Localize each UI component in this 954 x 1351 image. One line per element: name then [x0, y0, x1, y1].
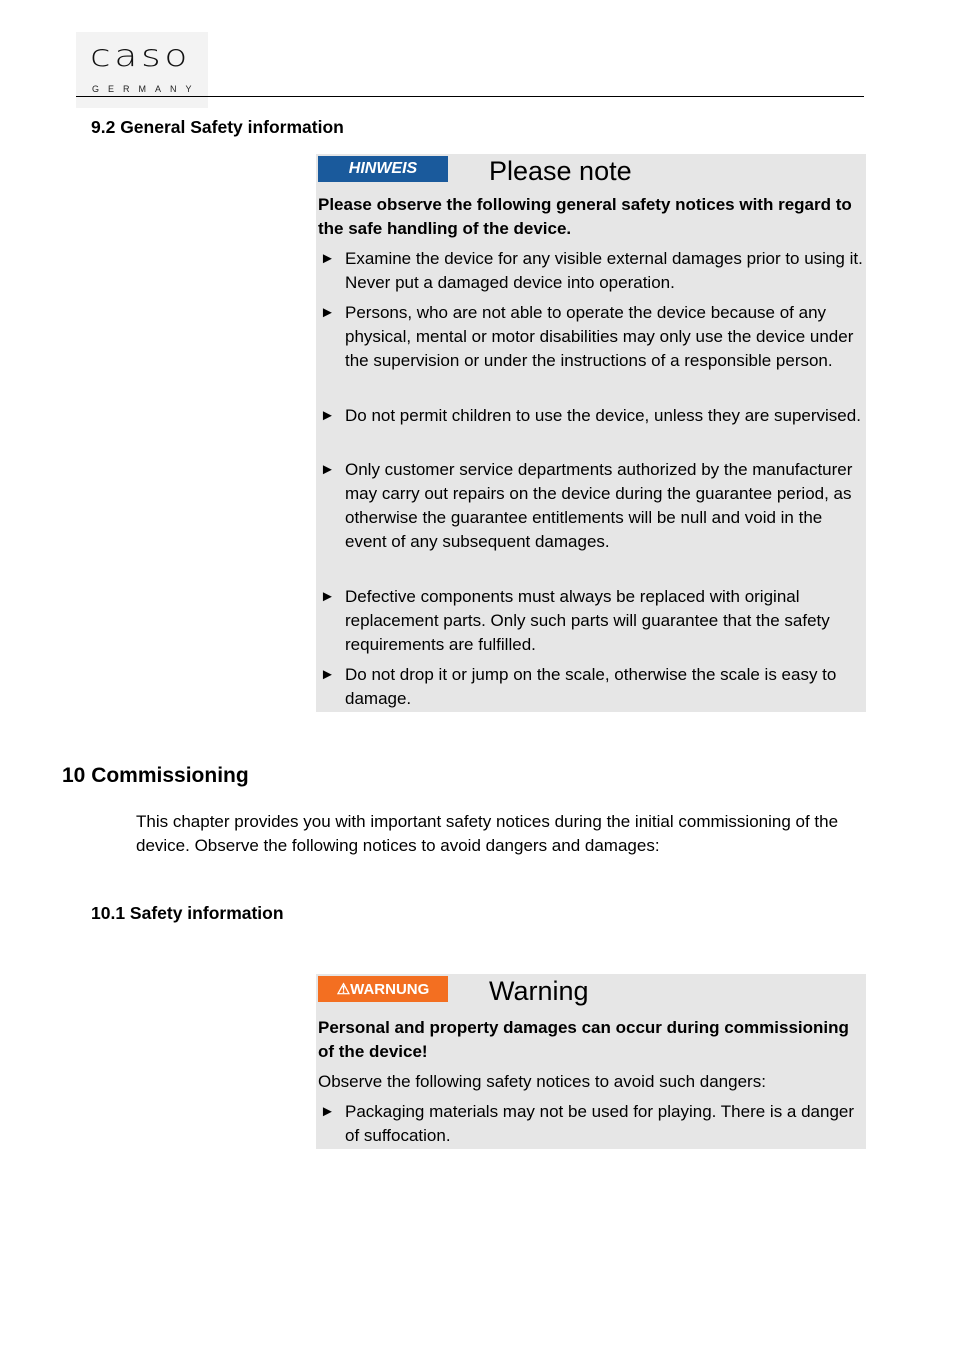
bullet-arrow-icon: ►: [320, 666, 335, 683]
note-bullet: ► Examine the device for any visible external damages prior to using it. Never put a damaged device into operation.: [320, 249, 863, 292]
note-box: [316, 154, 866, 712]
bullet-arrow-icon: ►: [320, 407, 335, 424]
note-bullet: ► Do not permit children to use the device, unless they are supervised.: [318, 404, 863, 428]
section-heading-9-2: 9.2 General Safety information: [91, 117, 344, 137]
note-bullet: ► Defective components must always be replaced with original replacement parts. Only such parts will guarantee that the safety requirements are fulfilled.: [320, 587, 830, 654]
bullet-arrow-icon: ►: [320, 304, 335, 321]
note-bullet: ► Persons, who are not able to operate the device because of any physical, mental or motor disabilities may only use the device under the supervision or under the instructions of a responsible person.: [320, 303, 854, 370]
bullet-arrow-icon: ►: [320, 1103, 335, 1120]
bullet-arrow-icon: ►: [320, 588, 335, 605]
warnung-badge: ⚠ WARNUNG: [318, 976, 448, 1002]
warning-lead: Personal and property damages can occur during commissioning of the device!: [318, 1018, 849, 1061]
warning-paragraph: Observe the following safety notices to avoid such dangers:: [318, 1072, 766, 1091]
bullet-arrow-icon: ►: [320, 250, 335, 267]
hinweis-badge: HINWEIS: [318, 156, 448, 182]
logo-subtitle: GERMANY: [92, 84, 201, 94]
bullet-arrow-icon: ►: [320, 461, 335, 478]
note-title: Please note: [489, 156, 632, 186]
warning-title: Warning: [489, 976, 589, 1006]
warning-bullet: ► Packaging materials may not be used for playing. There is a danger of suffocation.: [320, 1102, 855, 1145]
note-lead: Please observe the following general safety notices with regard to the safe handling of the device.: [318, 195, 852, 238]
warning-box: [316, 974, 866, 1149]
chapter-heading-10: 10 Commissioning: [62, 764, 249, 787]
section-heading-10-1: 10.1 Safety information: [91, 903, 284, 923]
warning-triangle-icon: ⚠: [336, 981, 351, 998]
logo-wordmark: caso: [90, 39, 192, 74]
note-bullet: ► Do not drop it or jump on the scale, otherwise the scale is easy to damage.: [320, 665, 837, 708]
chapter-intro: This chapter provides you with important safety notices during the initial commissioning of the device. Observe the following notices to avoid dangers and damages:: [136, 812, 839, 855]
header-divider: [76, 96, 864, 97]
note-bullet: ► Only customer service departments authorized by the manufacturer may carry out repairs on the device during the guarantee period, as otherwise the guarantee entitlements will be null and void in the event of any subsequent damages.: [320, 460, 853, 551]
